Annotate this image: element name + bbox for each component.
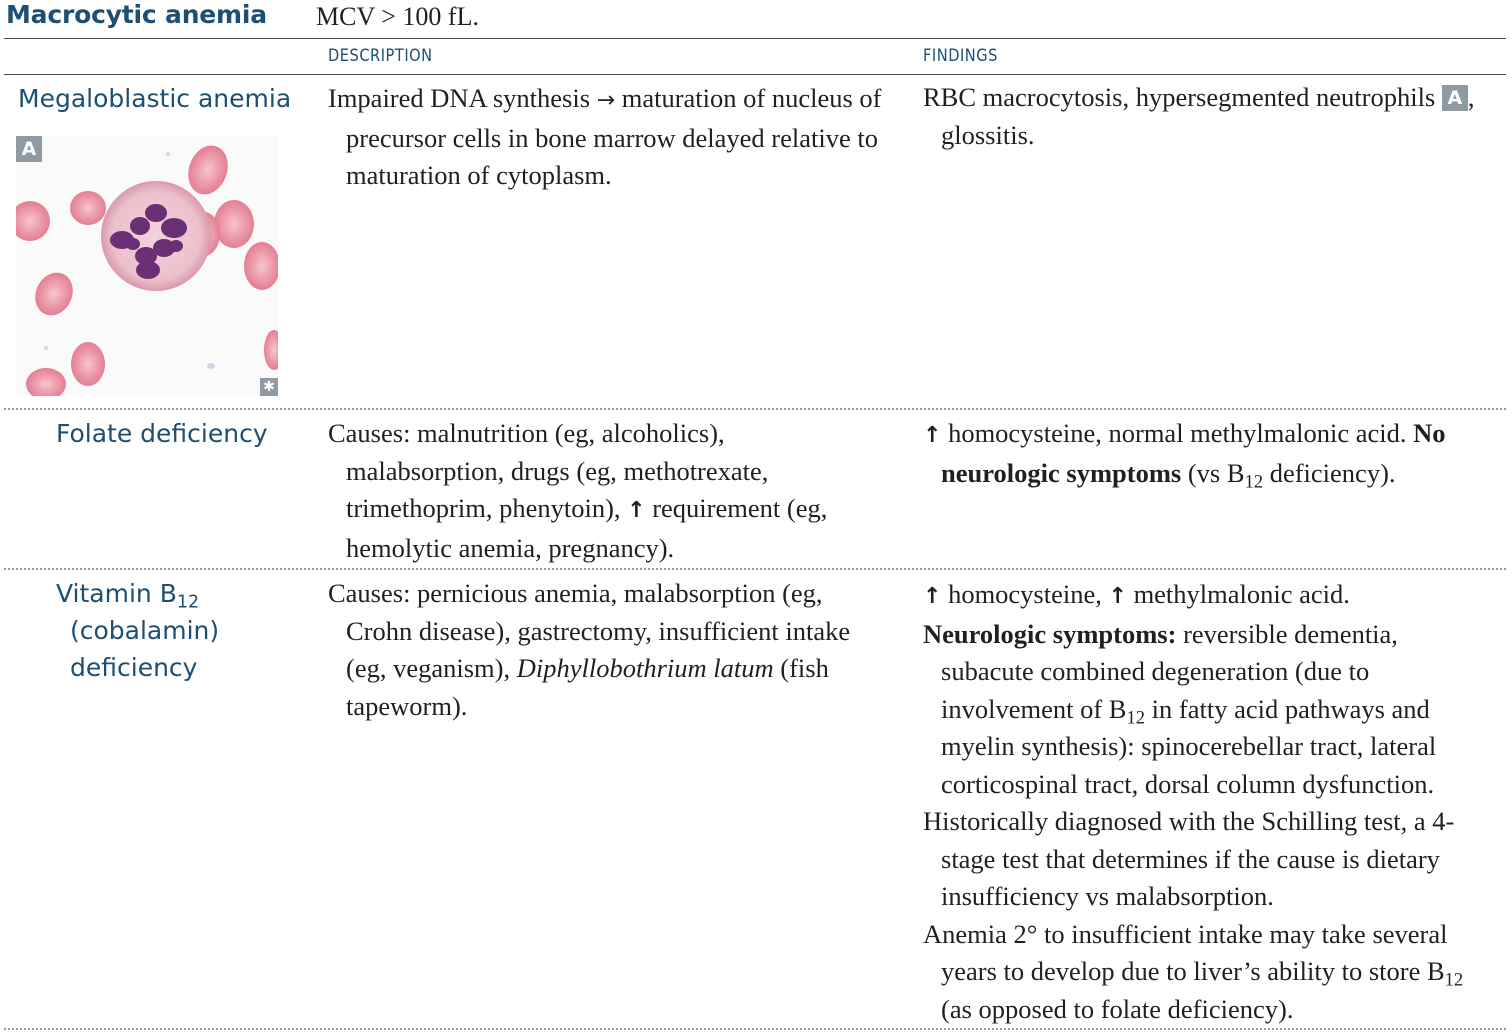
section-subtitle: MCV > 100 fL.: [316, 2, 479, 31]
b12-finding-anemia-onset: Anemia 2° to insufficient intake may take several years to develop due to liver’s ability to store $B_{12}$ (as opposed to folate deficiency).: [923, 918, 1464, 1024]
figure-badge-a: A: [1442, 85, 1468, 111]
row-title-vitamin-b12-deficiency: Vitamin $B_{12}$ (cobalamin) deficiency: [56, 579, 220, 682]
row-title-megaloblastic-anemia: Megaloblastic anemia: [18, 84, 292, 113]
row-divider: [4, 1028, 1506, 1030]
up-arrow-icon: ↑: [923, 584, 942, 609]
b12-findings: [923, 576, 1495, 1028]
image-badge-a: A: [16, 136, 42, 162]
header-rule: [4, 38, 1506, 39]
column-header-findings: FINDINGS: [923, 46, 998, 66]
b12-finding-schilling: Historically diagnosed with the Schilling test, a 4-stage test that determines if the cause is dietary insufficiency vs malabsorption.: [923, 806, 1455, 911]
b12-finding-labs: ↑ homocysteine, ↑ methylmalonic acid.: [923, 579, 1350, 609]
b12-finding-neurologic: Neurologic symptoms: reversible dementia, subacute combined degeneration (due to involvement of $B_{12}$ in fatty acid pathways and myelin synthesis): spinocerebellar tract, lateral corticospinal tract, dorsal column dysfunction.: [923, 618, 1437, 799]
up-arrow-icon: ↑: [923, 423, 942, 448]
row-title-folate-deficiency: Folate deficiency: [56, 419, 268, 448]
row-divider: [4, 568, 1506, 570]
section-title: Macrocytic anemia: [6, 0, 267, 29]
b12-description: Causes: pernicious anemia, malabsorption (eg, Crohn disease), gastrectomy, insufficient intake (eg, veganism), Diphyllobothrium latum (fish tapeworm).: [328, 578, 851, 721]
image-credit-icon: ✱: [260, 378, 278, 396]
column-header-rule: [4, 74, 1506, 75]
up-arrow-icon: ↑: [1108, 584, 1127, 609]
row-divider: [4, 408, 1506, 410]
column-header-description: DESCRIPTION: [328, 46, 433, 66]
folate-description: Causes: malnutrition (eg, alcoholics), malabsorption, drugs (eg, methotrexate, trimethoprim, phenytoin), ↑ requirement (eg, hemolytic anemia, pregnancy).: [328, 418, 828, 563]
blood-smear-image: [16, 136, 278, 396]
folate-findings: ↑ homocysteine, normal methylmalonic acid. No neurologic symptoms (vs $B_{12}$ deficiency).: [923, 418, 1446, 493]
megaloblastic-findings: RBC macrocytosis, hypersegmented neutrophils A , glossitis.: [923, 82, 1475, 150]
up-arrow-icon: ↑: [627, 498, 646, 523]
megaloblastic-description: Impaired DNA synthesis → maturation of nucleus of precursor cells in bone marrow delayed relative to maturation of cytoplasm.: [328, 83, 882, 190]
blood-smear-illustration: [16, 136, 278, 396]
right-arrow-icon: →: [596, 88, 616, 113]
